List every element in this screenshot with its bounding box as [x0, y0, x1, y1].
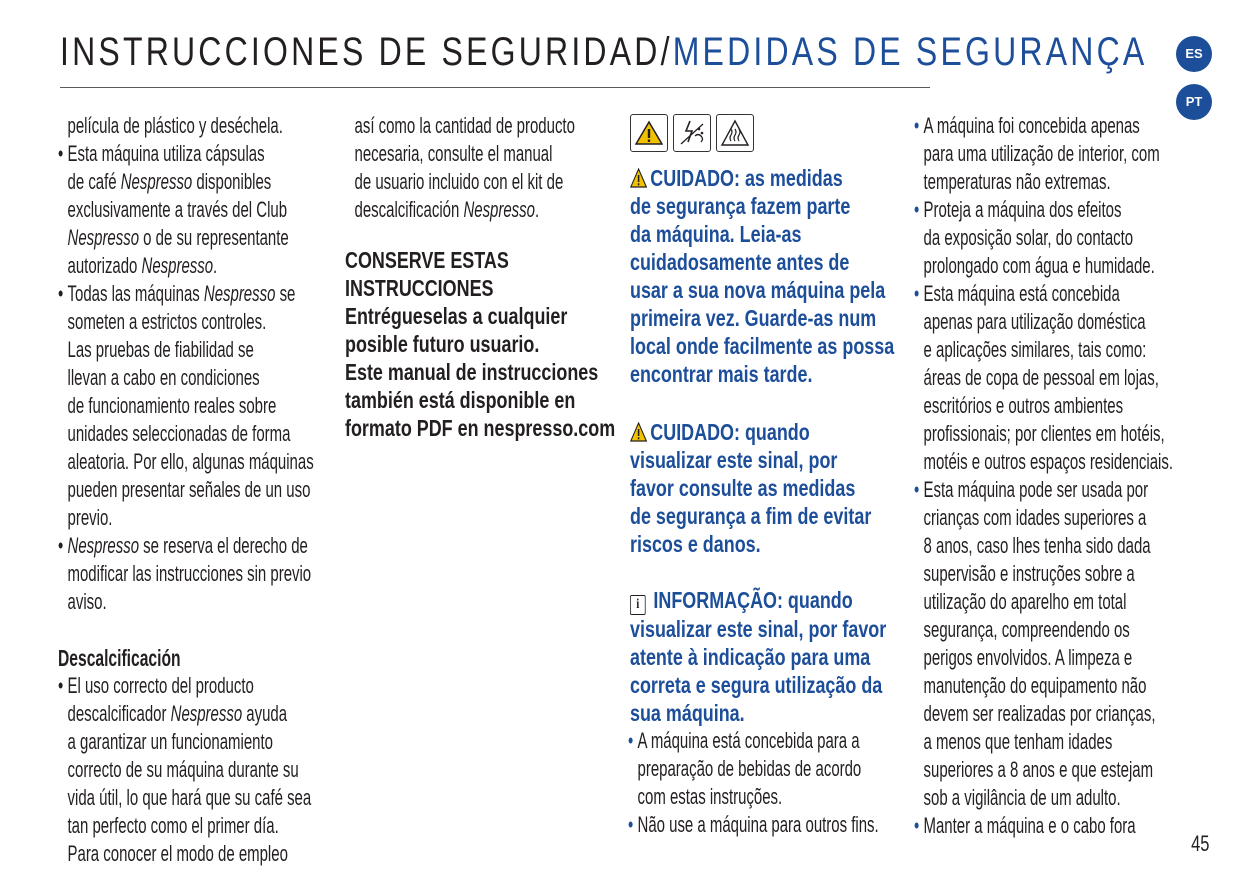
- conserve-heading: CONSERVE ESTAS: [345, 247, 509, 273]
- electric-water-hazard-icon: [673, 114, 711, 152]
- hot-surface-icon: [716, 114, 754, 152]
- list-item: • Esta máquina pode ser usada por crianças com idades superiores a 8 anos, caso lhes tenha sido dada supervisão e instruções sobre a utilização do aparelho em total segurança, compreendendo os perigos envolvidos. A limpeza e manutenção do equipamento não devem ser realizadas por crianças, a menos que tenham idades superiores a 8 anos e que estejam sob a vigilância de um adulto.: [914, 476, 1193, 812]
- list-item: • Manter a máquina e o cabo fora: [914, 812, 1193, 840]
- conserve-block: CONSERVE ESTAS INSTRUCCIONES Entrégueselas a cualquier posible futuro usuario. Este manual de instrucciones también está disponible en formato PDF en nespresso.com: [345, 246, 745, 442]
- column-pt-1: [630, 114, 754, 162]
- list-item: • Esta máquina está concebida apenas para utilização doméstica e aplicações similares, tais como: áreas de copa de pessoal em lojas, escritórios e outros ambientes profissionais; por clientes em hotéis, motéis e outros espaços residenciais.: [914, 280, 1193, 476]
- language-badge-es: ES: [1176, 36, 1212, 72]
- information-icon: i: [630, 595, 646, 615]
- list-item: • Todas las máquinas Nespresso se someten a estrictos controles. Las pruebas de fiabilidad se llevan a cabo en condiciones de funcionamiento reales sobre unidades seleccionadas de forma aleatoria. Por ello, algunas máquinas pueden presentar señales de un uso previo.: [58, 280, 337, 532]
- page-number: 45: [1190, 831, 1209, 856]
- list-item: • A máquina está concebida para a preparação de bebidas de acordo com estas instruções.: [628, 727, 900, 811]
- list-item: • El uso correcto del producto descalcificador Nespresso ayuda a garantizar un funcionamiento correcto de su máquina durante su vida útil, lo que hará que su café sea tan perfecto como el primer día. Para conocer el modo de empleo: [58, 672, 337, 868]
- section-heading: Descalcificación: [58, 645, 181, 671]
- information-notice: i INFORMAÇÃO: quando visualizar este sinal, por favor atente à indicação para uma correta e segura utilização da sua máquina.: [630, 587, 887, 726]
- paragraph: película de plástico y deséchela.: [67, 113, 283, 138]
- list-item: • A máquina foi concebida apenas para uma utilização de interior, com temperaturas não extremas.: [914, 112, 1193, 196]
- column-pt-2: [914, 112, 1241, 840]
- list-item: • Esta máquina utiliza cápsulas de café Nespresso disponibles exclusivamente a través del Club Nespresso o de su representante autorizado Nespresso.: [58, 140, 337, 280]
- title-divider: [60, 87, 930, 88]
- paragraph: así como la cantidad de producto necesaria, consulte el manual de usuario incluido con el kit de descalcificación Nespresso.: [354, 113, 575, 222]
- warning-triangle-icon: [630, 114, 668, 152]
- column-es-1: [58, 112, 468, 868]
- warning-triangle-icon: [630, 168, 647, 188]
- title-es: INSTRUCCIONES DE SEGURIDAD/: [60, 30, 673, 74]
- title-pt: MEDIDAS DE SEGURANÇA: [672, 30, 1148, 74]
- page-title: [60, 30, 1147, 75]
- list-item: • Não use a máquina para outros fins.: [628, 811, 900, 839]
- language-badge-pt: PT: [1176, 84, 1212, 120]
- safety-icons: [630, 114, 754, 152]
- list-item: • Proteja a máquina dos efeitos da exposição solar, do contacto prolongado com água e humidade.: [914, 196, 1193, 280]
- list-item: • Nespresso se reserva el derecho de modificar las instrucciones sin previo aviso.: [58, 532, 337, 616]
- warning-caution-2: CUIDADO: quando visualizar este sinal, por favor consulte as medidas de segurança a fim de evitar riscos e danos.: [630, 419, 872, 557]
- warning-caution-1: CUIDADO: as medidas de segurança fazem parte da máquina. Leia-as cuidadosamente antes de usar a sua nova máquina pela primeira vez. Guarde-as num local onde facilmente as possa encontrar mais tarde.: [630, 165, 895, 387]
- warning-triangle-icon: [630, 422, 647, 442]
